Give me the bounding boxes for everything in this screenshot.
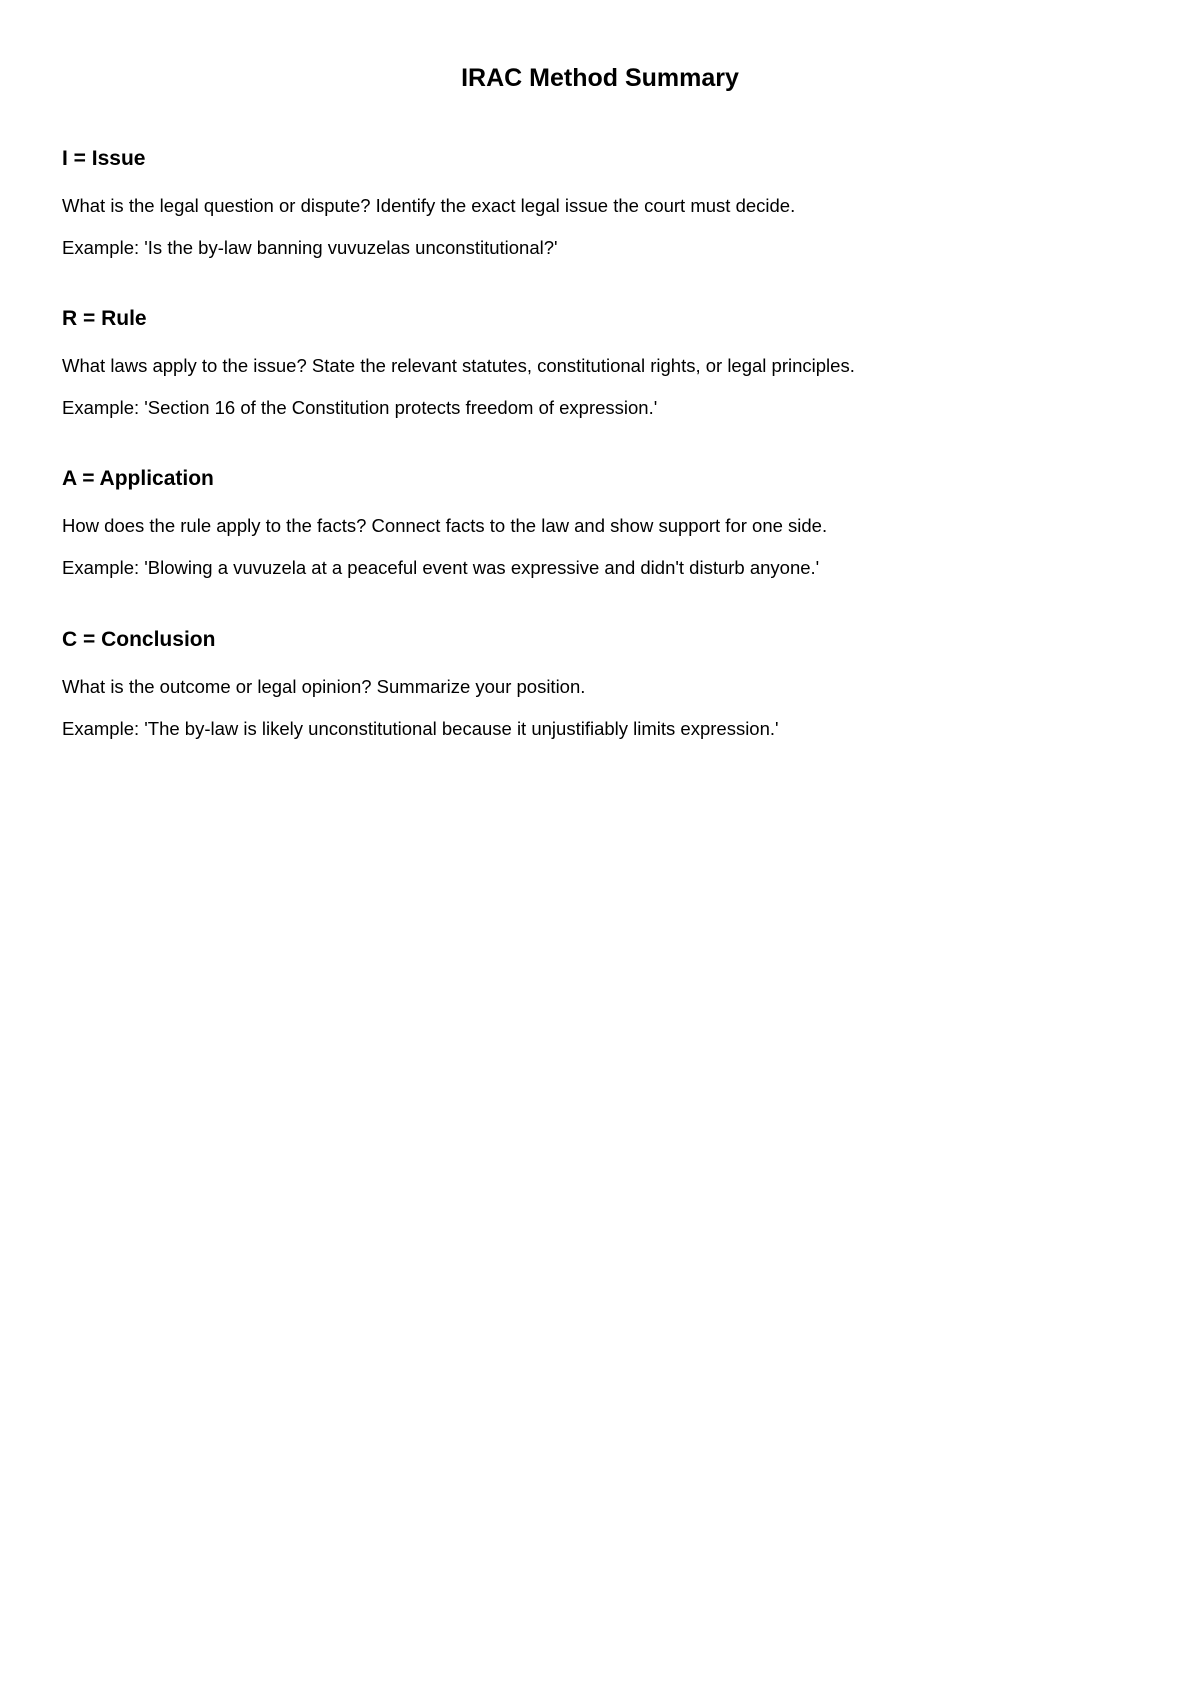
section-description: What is the outcome or legal opinion? Summarize your position. (62, 676, 586, 697)
section-application (62, 465, 1142, 581)
section-heading: A = Application (62, 467, 214, 490)
section-issue (62, 145, 1142, 261)
section-heading: C = Conclusion (62, 628, 216, 651)
section-heading: I = Issue (62, 147, 146, 170)
section-example: Example: 'Blowing a vuvuzela at a peaceful event was expressive and didn't disturb anyone.' (62, 557, 820, 578)
section-description: What laws apply to the issue? State the relevant statutes, constitutional rights, or legal principles. (62, 355, 855, 376)
section-example: Example: 'The by-law is likely unconstitutional because it unjustifiably limits expression.' (62, 718, 779, 739)
section-description: How does the rule apply to the facts? Connect facts to the law and show support for one side. (62, 515, 828, 536)
section-rule (62, 305, 1142, 421)
section-heading: R = Rule (62, 307, 147, 330)
section-conclusion (62, 626, 1142, 742)
section-example: Example: 'Is the by-law banning vuvuzelas unconstitutional?' (62, 237, 558, 258)
section-example: Example: 'Section 16 of the Constitution protects freedom of expression.' (62, 397, 658, 418)
section-description: What is the legal question or dispute? Identify the exact legal issue the court must decide. (62, 195, 796, 216)
page-title: IRAC Method Summary (461, 64, 739, 92)
